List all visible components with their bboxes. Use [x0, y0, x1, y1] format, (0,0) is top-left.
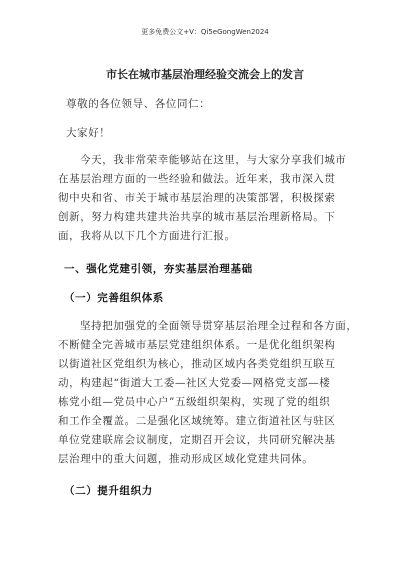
paragraph-line: 彻中央和省、市关于城市基层治理的决策部署，积极探索 [58, 192, 336, 204]
greeting: 大家好！ [66, 127, 111, 139]
paragraph-line: 单位党建联席会议制度，定期召开会议，共同研究解决基 [58, 434, 336, 446]
subsection-heading: （二）提升组织力 [64, 485, 153, 497]
paragraph-line: 栋党小组—党员中心户”五级组织架构，实现了党的组织 [58, 396, 331, 408]
paragraph-line: 创新，努力构建共建共治共享的城市基层治理新格局。下 [58, 211, 336, 223]
paragraph-line: 和工作全覆盖。二是强化区域统筹。建立街道社区与驻区 [58, 415, 336, 427]
header-note: 更多免费公文+V：Qi5eGongWen2024 [141, 28, 269, 36]
paragraph-line: 不断健全完善城市基层党建组织体系。一是优化组织架构 [58, 339, 336, 351]
paragraph-line: 今天，我非常荣幸能够站在这里，与大家分享我们城市 [80, 154, 347, 166]
paragraph-line: 层治理中的重大问题，推动形成区域化党建共同体。 [58, 453, 314, 465]
paragraph-line: 在基层治理方面的一些经验和做法。近年来，我市深入贯 [58, 173, 336, 185]
salutation: 尊敬的各位领导、各位同仁： [66, 98, 211, 110]
paragraph-line: 面，我将从以下几个方面进行汇报。 [58, 230, 236, 242]
paragraph-line: 以街道社区党组织为核心，推动区域内各类党组织互联互 [58, 358, 336, 370]
paragraph-line: 坚持把加强党的全面领导贯穿基层治理全过程和各方面， [80, 320, 358, 332]
document-title: 市长在城市基层治理经验交流会上的发言 [106, 68, 304, 81]
subsection-heading: （一）完善组织体系 [64, 292, 164, 304]
section-heading: 一、强化党建引领，夯实基层治理基础 [64, 263, 253, 275]
paragraph-line: 动，构建起“街道大工委—社区大党委—网格党支部—楼 [58, 377, 331, 389]
